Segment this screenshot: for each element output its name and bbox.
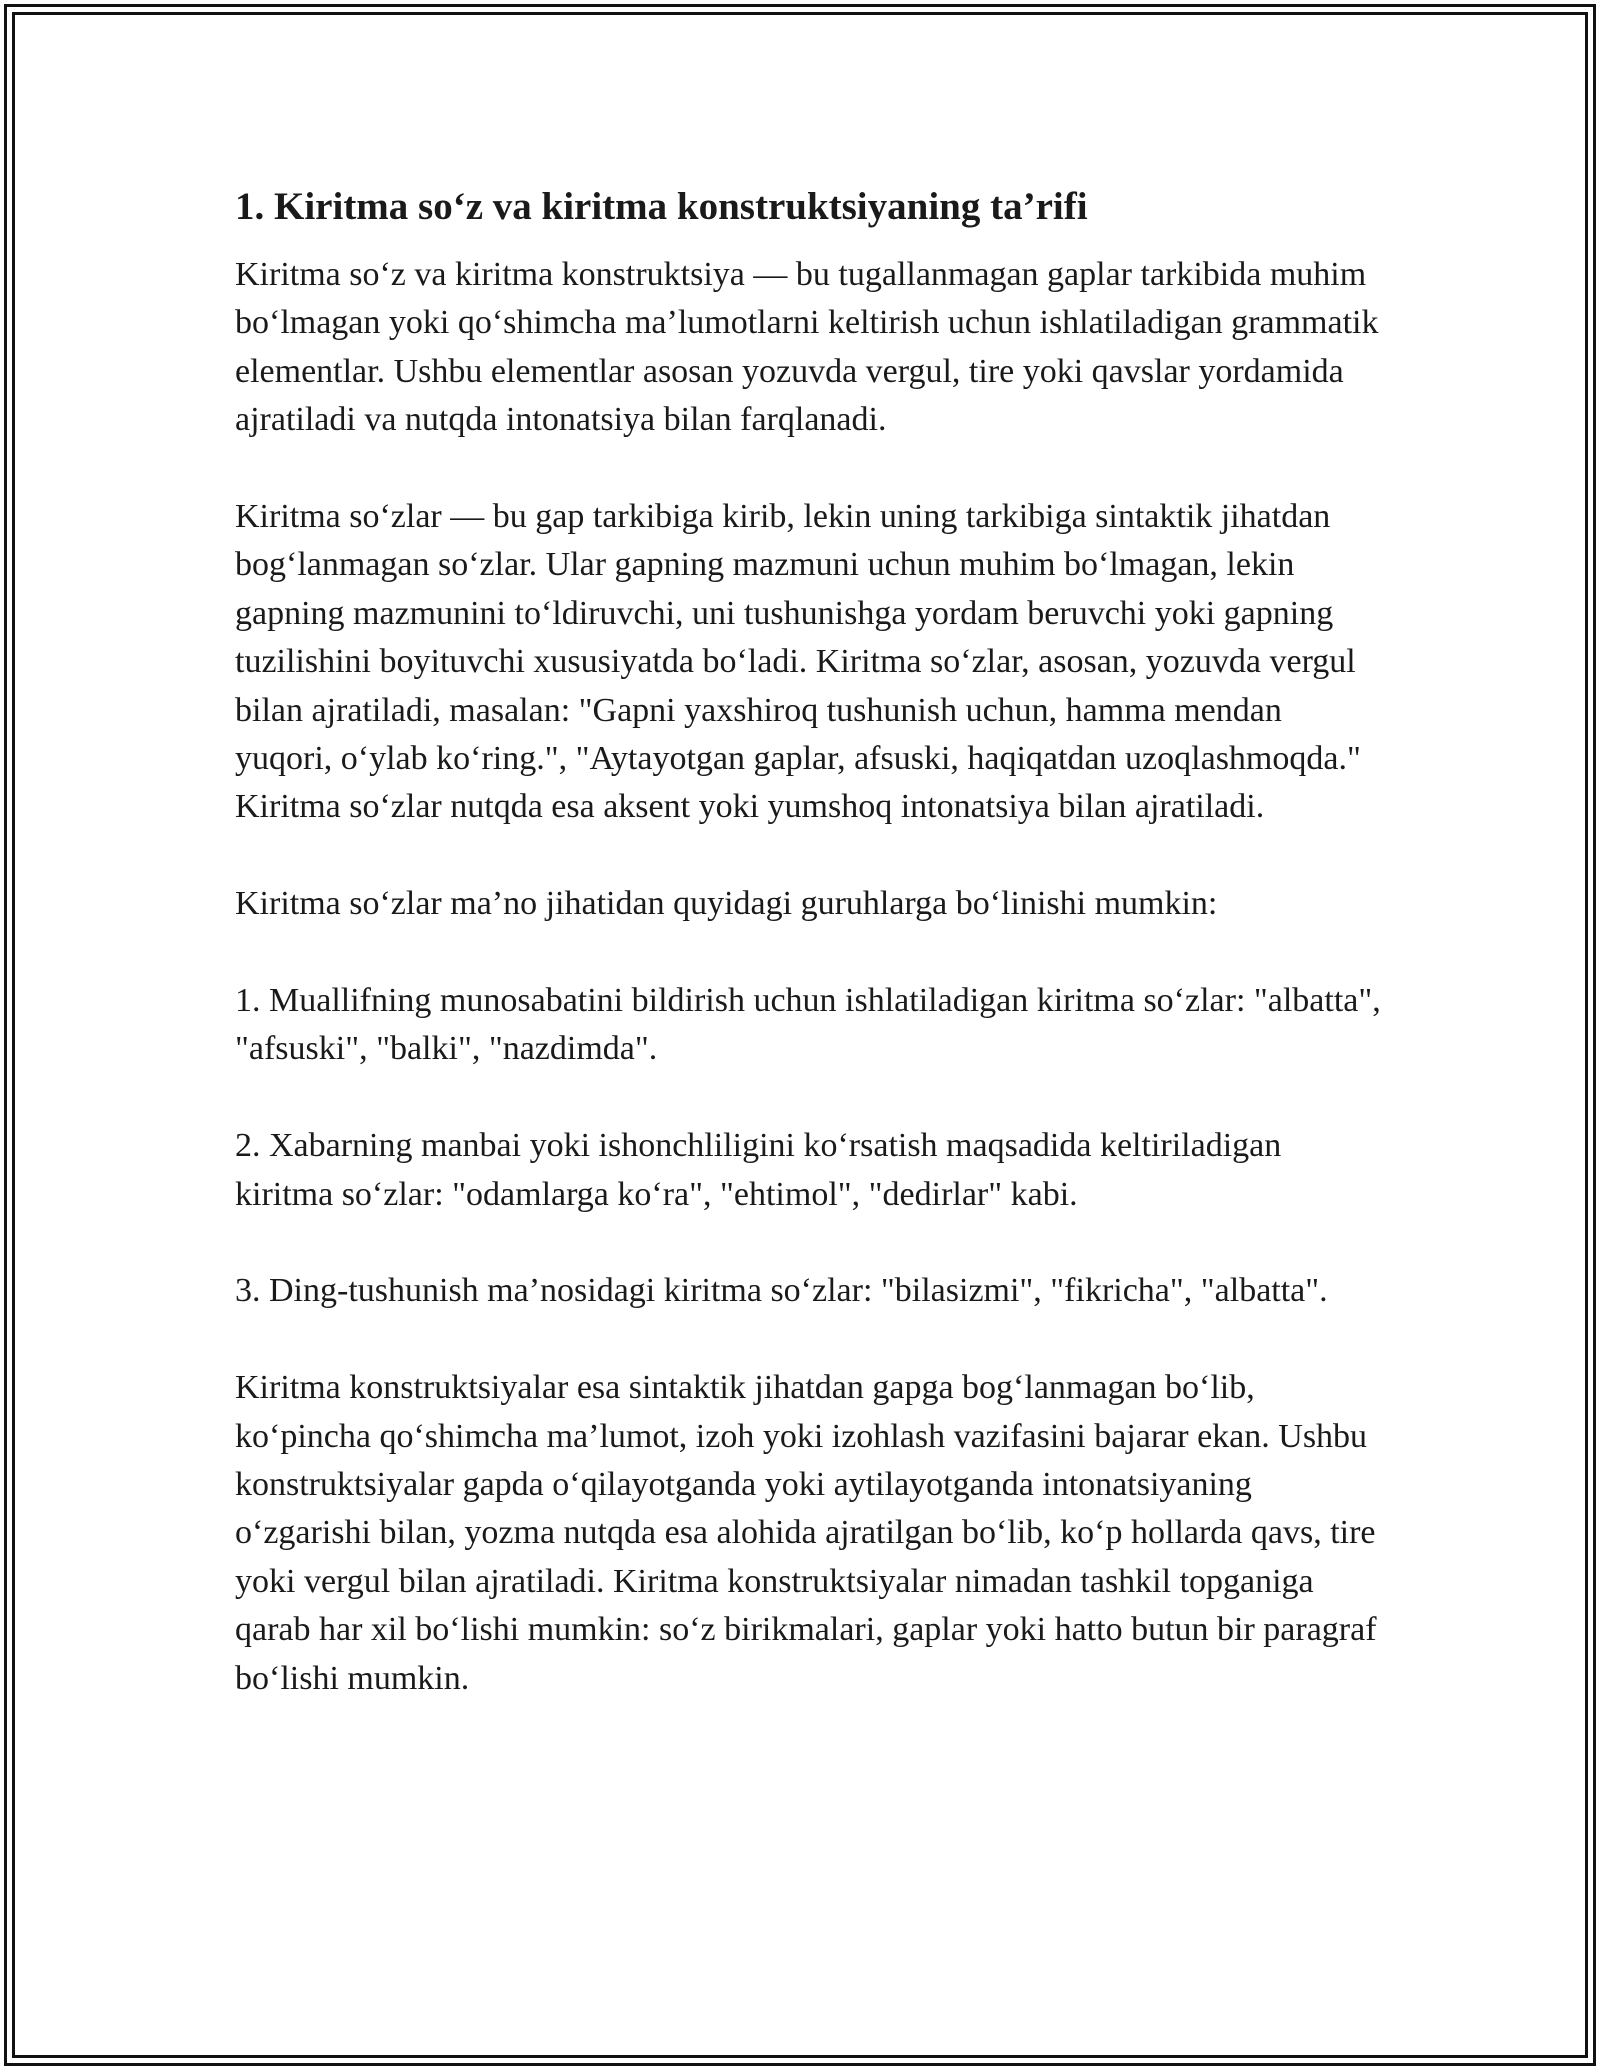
section-heading: 1. Kiritma so‘z va kiritma konstruktsiyaning ta’rifi — [235, 185, 1088, 228]
paragraph-kiritma-sozlar: Kiritma so‘zlar — bu gap tarkibiga kirib, lekin uning tarkibiga sintaktik jihatdan bog‘lanmagan so‘zlar. Ular gapning mazmuni uchun muhim bo‘lmagan, lekin gapning mazmunini to‘ldiruvchi, uni tushunishga yordam beruvchi yoki gapning tuzilishini boyituvchi xususiyatda bo‘ladi. Kiritma so‘zlar, asosan, yozuvda vergul bilan ajratiladi, masalan: "Gapni yaxshiroq tushunish uchun, hamma mendan yuqori, o‘ylab ko‘ring.", "Aytayotgan gaplar, afsuski, haqiqatdan uzoqlashmoqda." Kiritma so‘zlar nutqda esa aksent yoki yumshoq intonatsiya bilan ajratiladi. — [235, 498, 1361, 826]
paragraph-konstruktsiyalar: Kiritma konstruktsiyalar esa sintaktik jihatdan gapga bog‘lanmagan bo‘lib, ko‘pincha qo‘shimcha ma’lumot, izoh yoki izohlash vazifasini bajarar ekan. Ushbu konstruktsiyalar gapda o‘qilayotganda yoki aytilayotganda intonatsiyaning o‘zgarishi bilan, yozma nutqda esa alohida ajratilgan bo‘lib, ko‘p hollarda qavs, tire yoki vergul bilan ajratiladi. Kiritma konstruktsiyalar nimadan tashkil topganiga qarab har xil bo‘lishi mumkin: so‘z birikmalari, gaplar yoki hatto butun bir paragraf bo‘lishi mumkin. — [235, 1369, 1377, 1697]
document-page — [235, 183, 1385, 1703]
paragraph-group-3: 3. Ding-tushunish ma’nosidagi kiritma so‘zlar: "bilasizmi", "fikricha", "albatta". — [235, 1272, 1328, 1310]
paragraph-group-2: 2. Xabarning manbai yoki ishonchliligini ko‘rsatish maqsadida keltiriladigan kiritma so‘zlar: "odamlarga ko‘ra", "ehtimol", "dedirlar" kabi. — [235, 1127, 1282, 1213]
paragraph-definition: Kiritma so‘z va kiritma konstruktsiya — bu tugallanmagan gaplar tarkibida muhim bo‘lmagan yoki qo‘shimcha ma’lumotlarni keltirish uchun ishlatiladigan grammatik elementlar. Ushbu elementlar asosan yozuvda vergul, tire yoki qavslar yordamida ajratiladi va nutqda intonatsiya bilan farqlanadi. — [235, 256, 1379, 439]
paragraph-group-1: 1. Muallifning munosabatini bildirish uchun ishlatiladigan kiritma so‘zlar: "albatta", "afsuski", "balki", "nazdimda". — [235, 982, 1381, 1068]
paragraph-groups-intro: Kiritma so‘zlar ma’no jihatidan quyidagi guruhlarga bo‘linishi mumkin: — [235, 885, 1218, 923]
